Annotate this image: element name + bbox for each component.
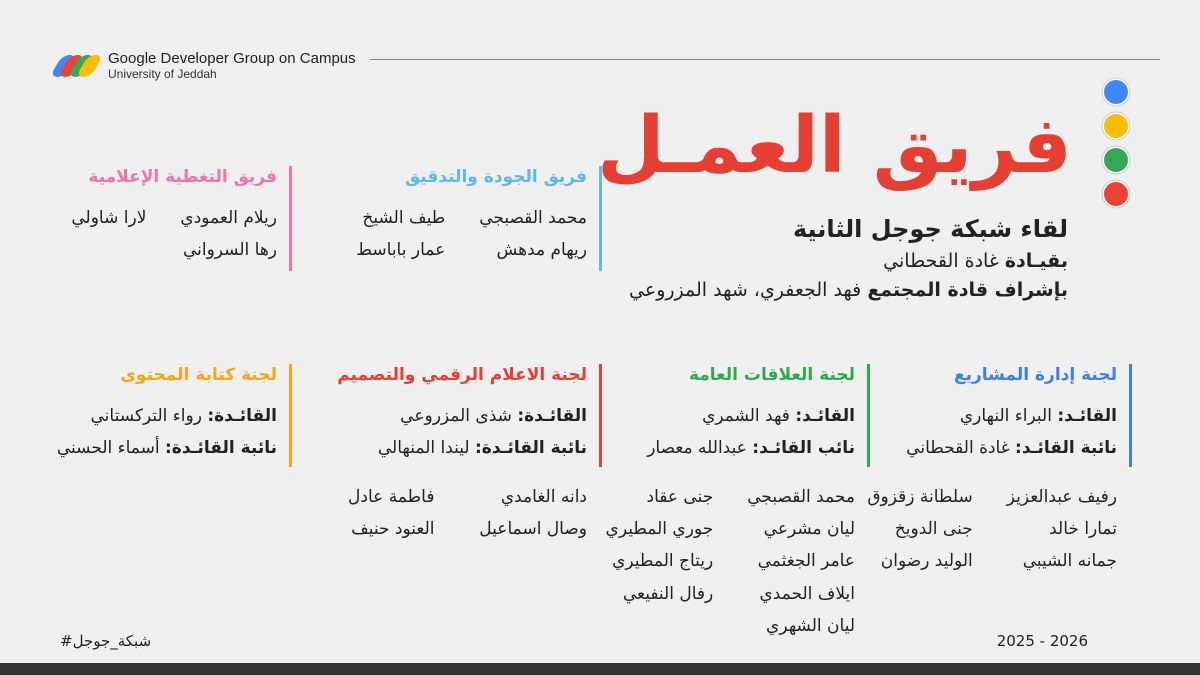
leader-label: القائـدة: — [207, 406, 277, 427]
list-item: محمد القصبجي — [479, 208, 587, 229]
intro-block — [629, 212, 1068, 306]
team-media-deputy — [337, 432, 587, 464]
deputy-name: غادة القحطاني — [906, 438, 1010, 459]
brand-subtitle: University of Jeddah — [108, 66, 217, 81]
list-item: جنى الدويخ — [894, 518, 973, 539]
team-coverage-title: فريق التغطية الإعلامية — [88, 167, 277, 187]
team-media — [337, 364, 602, 545]
list-item: جنى عقاد — [646, 486, 714, 507]
team-relations — [606, 364, 870, 642]
team-relations-leader — [606, 400, 855, 432]
leader-name: رواء التركستاني — [90, 406, 202, 427]
lead-label: بقيـادة — [1004, 249, 1068, 272]
deputy-name: عبدالله معصار — [647, 438, 747, 459]
deputy-label: نائب القائـد: — [752, 438, 855, 459]
list-item: دانه الغامدي — [500, 486, 587, 507]
team-quality-names — [356, 202, 587, 267]
team-projects-members — [867, 481, 1132, 578]
list-item: الوليد رضوان — [880, 551, 973, 572]
team-content-deputy — [57, 432, 277, 464]
list-item: ريتاج المطيري — [612, 551, 714, 572]
list-item: تمارا خالد — [1049, 518, 1117, 539]
team-projects — [867, 364, 1132, 578]
team-relations-deputy — [606, 432, 855, 464]
list-item — [606, 610, 714, 642]
list-item: ليان مشرعي — [763, 518, 855, 539]
deputy-label: نائبة القائـدة: — [165, 438, 277, 459]
leader-label: القائـدة: — [517, 406, 587, 427]
leader-name: شذى المزروعي — [400, 406, 512, 427]
gdg-logo-icon — [52, 50, 98, 82]
leader-label: القائـد: — [1057, 406, 1117, 427]
list-item: ايلاف الحمدي — [759, 583, 855, 604]
green-dot — [1104, 148, 1128, 172]
list-item: جمانه الشيبي — [1022, 551, 1117, 572]
team-projects-leader — [867, 400, 1117, 432]
list-item: طيف الشيخ — [362, 208, 446, 229]
team-relations-title: لجنة العلاقات العامة — [688, 365, 855, 385]
deputy-name: أسماء الحسني — [56, 438, 160, 459]
list-item: ريهام مدهش — [496, 240, 587, 261]
team-media-members — [337, 481, 602, 546]
list-item: وصال اسماعيل — [479, 518, 587, 539]
team-media-leader — [337, 400, 587, 432]
brand-header — [52, 50, 356, 82]
list-item: العنود حنيف — [351, 518, 435, 539]
team-quality-title: فريق الجودة والتدقيق — [404, 167, 587, 187]
top-divider — [370, 59, 1160, 60]
lead-line — [629, 247, 1068, 276]
deputy-label: نائبة القائـدة: — [475, 438, 587, 459]
list-item: رفال النفيعي — [622, 583, 714, 604]
list-item: محمد القصبجي — [747, 486, 855, 507]
brand-title: Google Developer Group on Campus — [108, 50, 356, 68]
event-heading: لقاء شبكة جوجل الثانية — [792, 215, 1068, 243]
list-item: عمار باباسط — [356, 240, 446, 261]
deputy-name: ليندا المنهالي — [377, 438, 470, 459]
hashtag: #شبكة_جوجل — [60, 632, 152, 650]
team-content-leader — [57, 400, 277, 432]
team-projects-deputy — [867, 432, 1117, 464]
team-content-title: لجنة كتابة المحتوى — [120, 365, 277, 385]
leader-label: القائـد: — [795, 406, 855, 427]
team-projects-title: لجنة إدارة المشاريع — [954, 365, 1117, 385]
team-coverage — [71, 166, 292, 271]
list-item: جوري المطيري — [605, 518, 714, 539]
team-content — [57, 364, 292, 467]
list-item: لارا شاولي — [71, 208, 147, 229]
list-item: رها السرواني — [182, 240, 277, 261]
list-item: فاطمة عادل — [348, 486, 435, 507]
page-title: فريق العمـل — [597, 101, 1072, 191]
blue-dot — [1104, 80, 1128, 104]
team-media-title: لجنة الاعلام الرقمي والتصميم — [337, 365, 587, 385]
bottom-bar — [0, 663, 1200, 675]
supervision-value: فهد الجعفري، شهد المزروعي — [629, 279, 862, 302]
leader-name: البراء النهاري — [959, 406, 1052, 427]
lead-value: غادة القحطاني — [883, 249, 999, 272]
color-dots — [1104, 80, 1128, 206]
yellow-dot — [1104, 114, 1128, 138]
list-item: ريلام العمودي — [180, 208, 277, 229]
list-item: سلطانة زقزوق — [867, 486, 973, 507]
red-dot — [1104, 182, 1128, 206]
team-coverage-names — [71, 202, 277, 267]
list-item: عامر الجغثمي — [757, 551, 855, 572]
supervision-line — [629, 276, 1068, 305]
list-item: رفيف عبدالعزيز — [1006, 486, 1117, 507]
leader-name: فهد الشمري — [702, 406, 790, 427]
deputy-label: نائبة القائـد: — [1015, 438, 1117, 459]
supervision-label: بإشراف قادة المجتمع — [867, 279, 1068, 302]
team-quality — [356, 166, 602, 271]
year-range: 2025 - 2026 — [996, 632, 1088, 650]
team-relations-members — [606, 481, 870, 642]
list-item: ليان الشهري — [766, 615, 855, 636]
